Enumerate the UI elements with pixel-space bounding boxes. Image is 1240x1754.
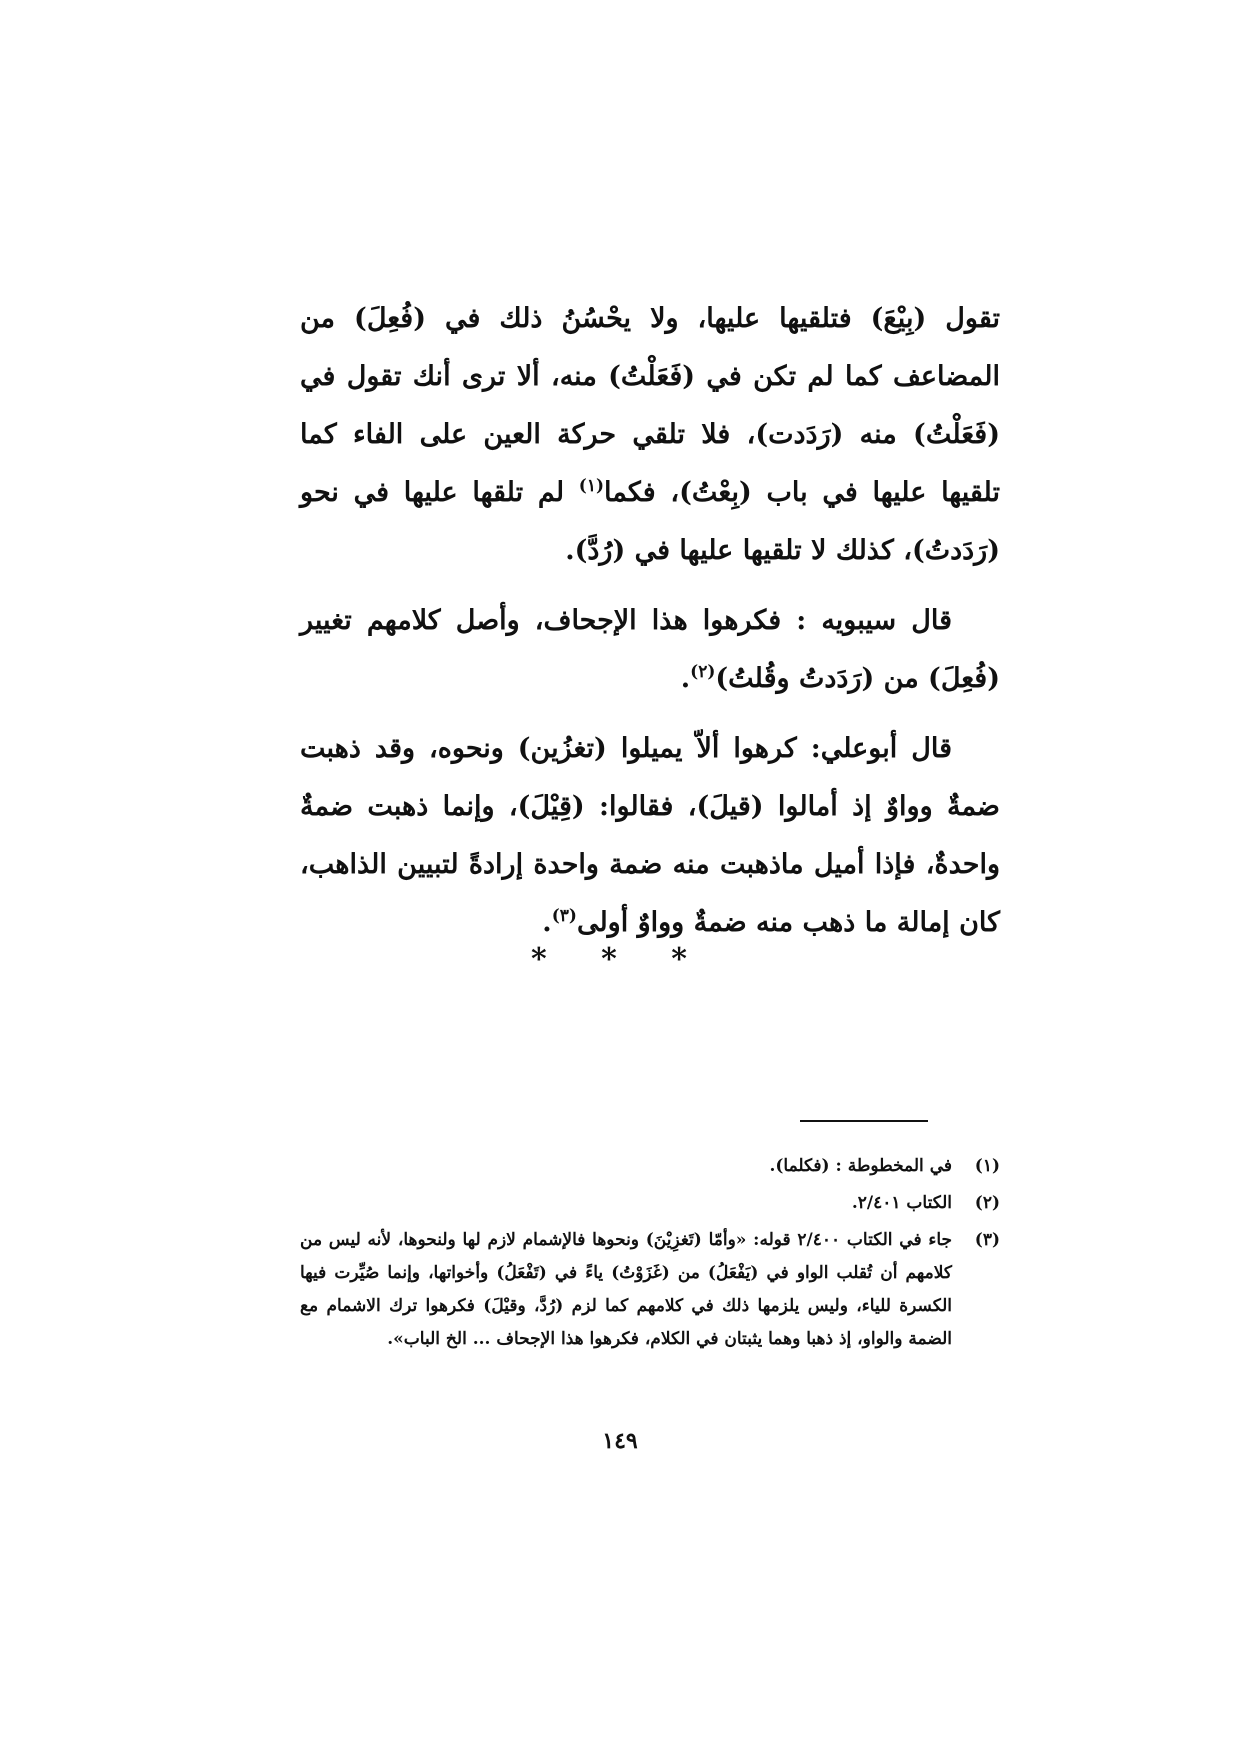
footnote-text: الكتاب ٢/٤٠١. (851, 1193, 952, 1213)
paragraph-3-text-b: . (542, 907, 552, 938)
footnote-divider (800, 1120, 928, 1122)
main-text (300, 290, 1000, 964)
paragraph-1-text-b: لم تلقها عليها في نحو (رَدَدتُ)، كذلك لا تلقيها عليها في (رُدَّ). (300, 477, 1000, 566)
paragraph-2-text-a: فكرهوا هذا الإجحاف، وأصل كلامهم تغيير (فُعِلَ) من (رَدَدتُ وقُلتُ) (300, 605, 1000, 694)
paragraph-2-speaker: قال سيبويه : (796, 605, 953, 636)
footnote-number: (١) (974, 1156, 1000, 1176)
footnote-3 (300, 1224, 1000, 1356)
footnote-text: في المخطوطة : (فكلما). (769, 1156, 952, 1176)
paragraph-2 (300, 592, 1000, 708)
footnote-ref-1: (١) (578, 476, 605, 496)
paragraph-3-text-a: قال أبوعلي: كرهوا ألاّ يميلوا (تغزُين) ونحوه، وقد ذهبت ضمةٌ وواوٌ إذ أمالوا (قيلَ)، فقالوا: (قِيْلَ)، وإنما ذهبت ضمةٌ واحدةٌ، فإذا أميل ماذهبت منه ضمة واحدة إرادةً لتبيين الذاهب، كان إمالة ما ذهب منه ضمةٌ وواوٌ أولى (300, 733, 1000, 938)
footnotes (300, 1150, 1000, 1360)
paragraph-1-text-a: تقول (بِيْعَ) فتلقيها عليها، ولا يحْسُنُ ذلك في (فُعِلَ) من المضاعف كما لم تكن في (فَعَلْتُ) منه، ألا ترى أنك تقول في (فَعَلْتُ) منه (رَدَدت)، فلا تلقي حركة العين على الفاء كما تلقيها عليها في باب (بِعْتُ)، فكما (300, 303, 1001, 508)
section-ornament: * * * (531, 942, 709, 977)
paragraph-3 (300, 720, 1000, 952)
footnote-1 (300, 1150, 1000, 1183)
paragraph-2-text-b: . (680, 663, 691, 694)
page-number: ١٤٩ (602, 1428, 638, 1454)
footnote-ref-3: (٣) (551, 906, 577, 926)
footnote-number: (٣) (974, 1230, 1000, 1250)
paragraph-1 (300, 290, 1000, 580)
footnote-text: جاء في الكتاب ٢/٤٠٠ قوله: «وأمّا (تَغزِيْنَ) ونحوها فالإشمام لازم لها ولنحوها، لأنه ليس من كلامهم أن تُقلب الواو في (يَفْعَلُ) من (غَزَوْتُ) ياءً في (تَفْعَلُ) وأخواتها، وإنما صُيِّرت فيها الكسرة للياء، وليس يلزمها ذلك في كلامهم كما لزم (رُدَّ، وقيْلَ) فكرهوا ترك الاشمام مع الضمة والواو، إذ ذهبا وهما يثبتان في الكلام، فكرهوا هذا الإجحاف ... الخ الباب». (300, 1230, 953, 1349)
footnote-ref-2: (٢) (690, 662, 716, 682)
footnote-number: (٢) (974, 1193, 1000, 1213)
footnote-2 (300, 1187, 1000, 1220)
